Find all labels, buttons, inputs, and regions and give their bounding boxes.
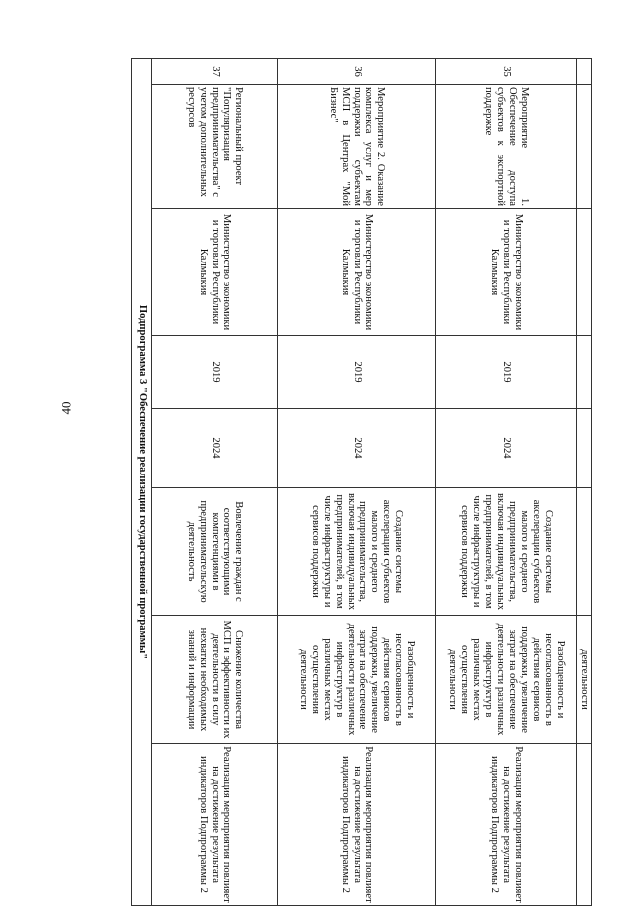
row-result: Вовлечение граждан с соответствующими компетенциями в предпринимательскую деятельность bbox=[152, 488, 278, 616]
row-start-year: 2019 bbox=[278, 336, 436, 409]
page-number: 40 bbox=[58, 401, 74, 415]
row-executor: Министерство экономики и торговли Республики Калмыкия bbox=[278, 209, 436, 336]
header-fragment: деятельности bbox=[577, 616, 592, 744]
row-link: Реализация мероприятия повлияет на достижение результата индикаторов Подпрограммы 2 bbox=[152, 744, 278, 906]
program-table bbox=[131, 58, 592, 906]
row-result: Создание системы акселерации субъектов малого и среднего предпринимательства, включая индивидуальных предпринимателей, в том числе инфраструктуры и сервисов поддержки bbox=[436, 488, 577, 616]
row-name: Мероприятие 2. Оказание комплекса услуг и мер поддержки субъектам МСП в Центрах "Мой Бизнес" bbox=[278, 85, 436, 209]
row-name: Региональный проект "Популяризация предпринимательства" с учетом дополнительных ресурсов bbox=[152, 85, 278, 209]
row-consequences: Разобщенность и несогласованность в действия сервисов поддержки, увеличение затрат на обеспечение деятельности различных инфраструктур в различных местах осуществления деятельности bbox=[436, 616, 577, 744]
row-name: Мероприятие 1. Обеспечение доступа субъектов к экспортной поддержке bbox=[436, 85, 577, 209]
row-consequences: Разобщенность и несогласованность в действия сервисов поддержки, увеличение затрат на обеспечение деятельности различных инфраструктур в различных местах осуществления деятельности bbox=[278, 616, 436, 744]
row-start-year: 2019 bbox=[436, 336, 577, 409]
row-number: 37 bbox=[152, 59, 278, 85]
rotated-table-container bbox=[118, 58, 592, 905]
row-link: Реализация мероприятия повлияет на достижение результата индикаторов Подпрограммы 2 bbox=[278, 744, 436, 906]
subprogram-row bbox=[132, 59, 152, 906]
row-end-year: 2024 bbox=[152, 409, 278, 488]
table-row bbox=[278, 59, 436, 906]
row-executor: Министерство экономики и торговли Республики Калмыкия bbox=[436, 209, 577, 336]
row-consequences: Снижение количества МСП и эффективности их деятельности в силу нехватки необходимых знаний и информации bbox=[152, 616, 278, 744]
row-result: Создание системы акселерации субъектов малого и среднего предпринимательства, включая индивидуальных предпринимателей, в том числе инфраструктуры и сервисов поддержки bbox=[278, 488, 436, 616]
table-row bbox=[436, 59, 577, 906]
row-number: 36 bbox=[278, 59, 436, 85]
subprogram-title: Подпрограмма 3 "Обеспечение реализации государственной программы" bbox=[132, 59, 152, 906]
row-end-year: 2024 bbox=[436, 409, 577, 488]
row-executor: Министерство экономики и торговли Республики Калмыкия bbox=[152, 209, 278, 336]
row-number: 35 bbox=[436, 59, 577, 85]
row-end-year: 2024 bbox=[278, 409, 436, 488]
row-start-year: 2019 bbox=[152, 336, 278, 409]
row-link: Реализация мероприятия повлияет на достижение результата индикаторов Подпрограммы 2 bbox=[436, 744, 577, 906]
table-header-fragment-row bbox=[577, 59, 592, 906]
table-row bbox=[152, 59, 278, 906]
